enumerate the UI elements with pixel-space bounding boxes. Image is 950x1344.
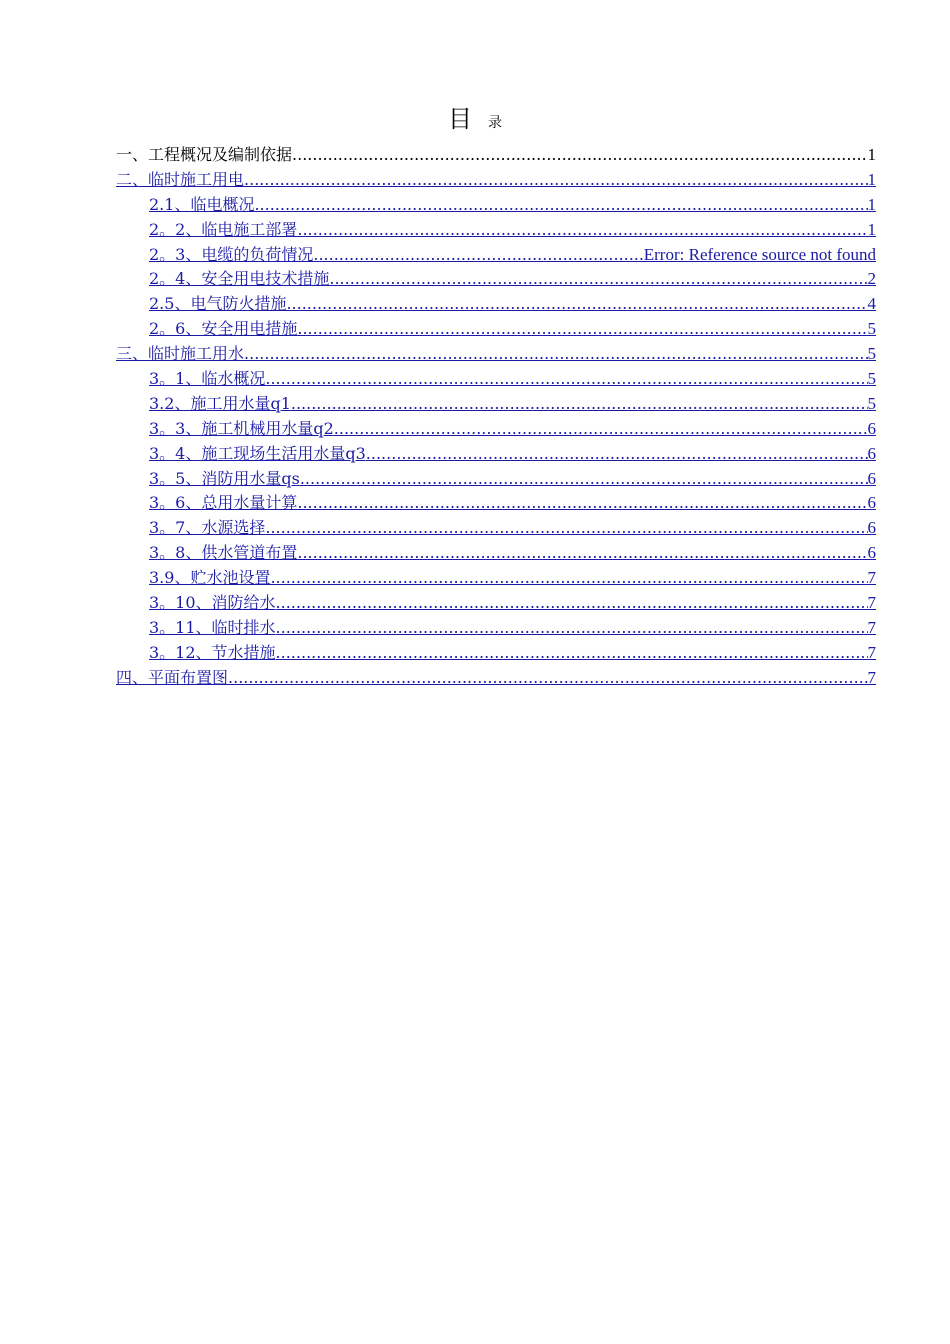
toc-page-number[interactable]: 4 (867, 294, 876, 314)
toc-dot-leader (276, 591, 868, 616)
toc-dot-leader (291, 392, 868, 417)
toc-entry-label[interactable]: 3。4、施工现场生活用水量q3 (149, 443, 366, 463)
toc-heading-sub: 录 (488, 115, 502, 131)
toc-page-number[interactable]: Error: Reference source not found (643, 244, 876, 264)
toc-entry-label[interactable]: 2。2、临电施工部署 (149, 219, 298, 239)
toc-page-number[interactable]: 6 (867, 468, 876, 488)
toc-dot-leader (297, 317, 867, 342)
toc-dot-leader (265, 516, 867, 541)
toc-entry[interactable] (116, 367, 876, 392)
toc-entry[interactable] (116, 516, 876, 541)
toc-entry-label: 一、工程概况及编制依据 (116, 145, 293, 164)
toc-entry[interactable] (116, 666, 876, 691)
toc-dot-leader (265, 367, 867, 392)
toc-entry[interactable] (116, 491, 876, 516)
toc-dot-leader (334, 417, 868, 442)
toc-heading (0, 102, 950, 136)
toc-entry-label[interactable]: 2.1、临电概况 (149, 194, 255, 214)
toc-entry-label[interactable]: 3。5、消防用水量qs (149, 468, 300, 488)
toc-page-number[interactable]: 7 (867, 667, 876, 687)
toc-entry[interactable] (116, 292, 876, 317)
toc-page-number[interactable]: 5 (867, 369, 876, 389)
toc-page-number: 1 (867, 145, 876, 164)
toc-page-number[interactable]: 6 (867, 493, 876, 513)
toc-entry[interactable] (116, 616, 876, 641)
toc-entry-label[interactable]: 3。3、施工机械用水量q2 (149, 418, 334, 438)
toc-entry-label[interactable]: 2.5、电气防火措施 (149, 294, 287, 314)
toc-dot-leader (297, 491, 867, 516)
toc-entry-label[interactable]: 二、临时施工用电 (116, 169, 245, 189)
toc-page-number[interactable]: 5 (867, 393, 876, 413)
toc-entry[interactable] (116, 267, 876, 292)
toc-entry[interactable] (116, 168, 876, 193)
toc-dot-leader (270, 566, 867, 591)
toc-entry-label[interactable]: 三、临时施工用水 (116, 344, 245, 364)
toc-entry-label[interactable]: 3。6、总用水量计算 (149, 493, 298, 513)
toc-page-number[interactable]: 6 (867, 543, 876, 563)
toc-entry-label[interactable]: 3。12、节水措施 (149, 642, 276, 662)
toc-entry[interactable] (116, 243, 876, 268)
toc-heading-main: 目 (448, 105, 472, 133)
toc-page-number[interactable]: 1 (867, 219, 876, 239)
toc-dot-leader (329, 267, 867, 292)
toc-page-number[interactable]: 7 (867, 568, 876, 588)
toc-entry[interactable] (116, 342, 876, 367)
toc-page-number[interactable]: 5 (867, 344, 876, 364)
toc-page-number[interactable]: 5 (867, 319, 876, 339)
toc-dot-leader (276, 641, 868, 666)
toc-entry-label[interactable]: 2。4、安全用电技术措施 (149, 269, 330, 289)
toc-entry[interactable] (116, 218, 876, 243)
toc-page-number[interactable]: 7 (867, 617, 876, 637)
toc-entry[interactable] (116, 417, 876, 442)
toc-dot-leader (292, 143, 867, 168)
toc-entry[interactable] (116, 193, 876, 218)
toc-entry-label[interactable]: 3。7、水源选择 (149, 518, 266, 538)
toc-page-number[interactable]: 1 (867, 194, 876, 214)
toc-dot-leader (300, 467, 868, 492)
toc-dot-leader (254, 193, 867, 218)
toc-dot-leader (228, 666, 867, 691)
toc-entry-label[interactable]: 3。1、临水概况 (149, 369, 266, 389)
toc-page-number[interactable]: 2 (867, 269, 876, 289)
toc-entry-label[interactable]: 3。11、临时排水 (149, 617, 276, 637)
toc-page-number[interactable]: 6 (867, 418, 876, 438)
table-of-contents (116, 143, 876, 691)
toc-dot-leader (286, 292, 867, 317)
toc-dot-leader (297, 541, 867, 566)
toc-entry[interactable] (116, 392, 876, 417)
toc-entry-label[interactable]: 3。10、消防给水 (149, 593, 276, 613)
toc-page-number[interactable]: 1 (867, 169, 876, 189)
toc-page-number[interactable]: 6 (867, 518, 876, 538)
toc-dot-leader (244, 168, 867, 193)
toc-entry-label[interactable]: 2。3、电缆的负荷情况 (149, 244, 314, 264)
toc-page-number[interactable]: 7 (867, 642, 876, 662)
toc-entry[interactable] (116, 317, 876, 342)
toc-page-number[interactable]: 7 (867, 593, 876, 613)
toc-dot-leader (297, 218, 867, 243)
toc-dot-leader (313, 243, 643, 268)
toc-entry-label[interactable]: 3.2、施工用水量q1 (149, 393, 291, 413)
toc-entry[interactable] (116, 591, 876, 616)
toc-dot-leader (244, 342, 867, 367)
toc-entry-label[interactable]: 3.9、贮水池设置 (149, 568, 271, 588)
toc-entry (116, 143, 876, 168)
toc-dot-leader (366, 442, 868, 467)
toc-entry[interactable] (116, 467, 876, 492)
toc-page-number[interactable]: 6 (867, 443, 876, 463)
toc-entry[interactable] (116, 641, 876, 666)
toc-entry-label[interactable]: 3。8、供水管道布置 (149, 543, 298, 563)
toc-entry-label[interactable]: 2。6、安全用电措施 (149, 319, 298, 339)
toc-dot-leader (276, 616, 868, 641)
toc-entry[interactable] (116, 566, 876, 591)
toc-entry-label[interactable]: 四、平面布置图 (116, 667, 229, 687)
toc-entry[interactable] (116, 541, 876, 566)
toc-entry[interactable] (116, 442, 876, 467)
